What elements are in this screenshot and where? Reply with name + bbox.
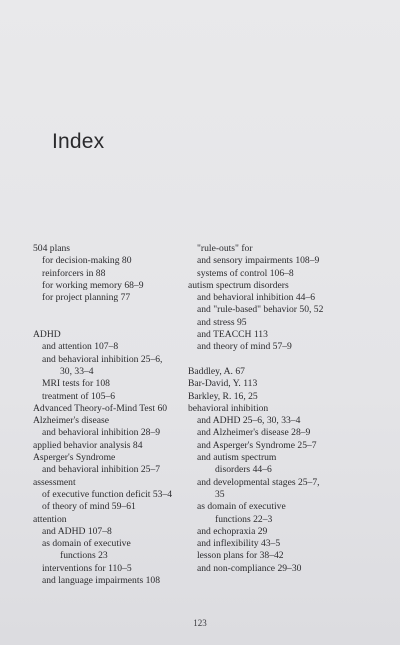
index-entry: behavioral inhibition — [188, 402, 269, 414]
index-entry: disorders 44–6 — [215, 464, 272, 476]
index-entry: and behavioral inhibition 28–9 — [42, 427, 161, 439]
index-entry: for decision-making 80 — [42, 255, 132, 267]
index-entry: ADHD — [33, 329, 61, 341]
index-entry: and attention 107–8 — [42, 341, 119, 353]
index-entry: Asperger's Syndrome — [33, 452, 116, 464]
index-entry: and ADHD 107–8 — [42, 525, 112, 537]
index-entry: as domain of executive — [197, 501, 286, 513]
index-entry: for project planning 77 — [42, 292, 131, 304]
index-entry: Baddley, A. 67 — [188, 365, 245, 377]
index-entry: assessment — [33, 476, 76, 488]
index-entry: applied behavior analysis 84 — [33, 439, 143, 451]
index-entry: and TEACCH 113 — [197, 329, 268, 341]
index-entry: Alzheimer's disease — [33, 415, 110, 427]
index-entry: and echopraxia 29 — [197, 525, 268, 537]
index-gap — [33, 317, 193, 329]
index-entry: and non-compliance 29–30 — [197, 562, 302, 574]
index-entry: and behavioral inhibition 25–6, — [42, 353, 163, 365]
index-entry: as domain of executive — [42, 538, 131, 550]
index-entry: and ADHD 25–6, 30, 33–4 — [197, 415, 301, 427]
index-entry: reinforcers in 88 — [42, 267, 106, 279]
index-gap — [33, 304, 193, 316]
index-entry: and Alzheimer's disease 28–9 — [197, 427, 311, 439]
index-entry: Bar-David, Y. 113 — [188, 378, 258, 390]
index-entry: and "rule-based" behavior 50, 52 — [197, 304, 324, 316]
index-entry: functions 23 — [60, 550, 108, 562]
index-entry: of executive function deficit 53–4 — [42, 488, 173, 500]
index-entry: autism spectrum disorders — [188, 279, 289, 291]
page-number: 123 — [193, 618, 207, 628]
index-entry: and developmental stages 25–7, — [197, 476, 320, 488]
index-entry: 504 plans — [33, 243, 71, 254]
index-entry: Advanced Theory-of-Mind Test 60 — [33, 402, 168, 414]
index-entry: MRI tests for 108 — [42, 378, 110, 390]
index-entry: and inflexibility 43–5 — [197, 538, 281, 550]
index-entry: and language impairments 108 — [42, 575, 161, 587]
index-entry: "rule-outs" for — [197, 243, 253, 254]
index-entry: and stress 95 — [197, 316, 247, 328]
index-entry: and behavioral inhibition 25–7 — [42, 464, 161, 476]
index-column-left — [33, 243, 193, 587]
index-entry: attention — [33, 513, 67, 525]
index-entry: for working memory 68–9 — [42, 279, 144, 291]
page-title: Index — [52, 130, 105, 153]
index-gap — [188, 354, 358, 366]
index-entry: Barkley, R. 16, 25 — [188, 390, 258, 402]
index-entry: and autism spectrum — [197, 452, 277, 464]
index-entry: interventions for 110–5 — [42, 562, 132, 574]
index-entry: and behavioral inhibition 44–6 — [197, 292, 316, 304]
index-column-right — [188, 243, 358, 575]
index-entry: functions 22–3 — [215, 513, 273, 525]
index-entry: treatment of 105–6 — [42, 390, 115, 402]
index-entry: lesson plans for 38–42 — [197, 550, 284, 562]
index-entry: of theory of mind 59–61 — [42, 501, 136, 513]
index-entry: 35 — [215, 488, 225, 500]
index-entry: systems of control 106–8 — [197, 267, 294, 279]
index-entry: and sensory impairments 108–9 — [197, 255, 320, 267]
index-entry: and theory of mind 57–9 — [197, 341, 292, 353]
index-entry: 30, 33–4 — [60, 365, 94, 377]
index-entry: and Asperger's Syndrome 25–7 — [197, 439, 317, 451]
